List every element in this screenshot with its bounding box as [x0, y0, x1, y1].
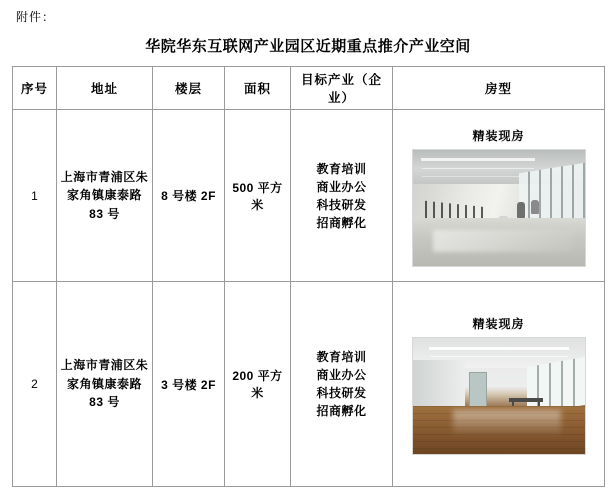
cell-index: 1 — [13, 110, 57, 282]
attachment-label: 附件： — [16, 10, 56, 24]
wood-floor-room-photo — [412, 337, 586, 455]
industry-line: 教育培训 — [316, 350, 367, 364]
door-detail — [469, 372, 487, 410]
cell-floor: 8 号楼 2F — [153, 110, 225, 282]
table-row — [13, 282, 605, 487]
column-header-room: 房型 — [393, 67, 605, 110]
industry-line: 科技研发 — [316, 386, 367, 400]
column-header-index: 序号 — [13, 67, 57, 110]
cell-floor: 3 号楼 2F — [153, 282, 225, 487]
industry-line: 商业办公 — [316, 368, 367, 382]
person-figure — [517, 202, 525, 218]
table-furniture-detail — [509, 398, 543, 402]
cell-index: 2 — [13, 282, 57, 487]
page-title: 华院华东互联网产业园区近期重点推介产业空间 — [145, 38, 471, 55]
column-header-industry: 目标产业（企业） — [291, 67, 393, 110]
cell-room — [393, 282, 605, 487]
person-figure — [531, 200, 539, 214]
column-header-address: 地址 — [57, 67, 153, 110]
column-header-area: 面积 — [225, 67, 291, 110]
industry-line: 商业办公 — [316, 179, 367, 194]
room-caption: 精装现房 — [472, 317, 525, 331]
cell-room — [393, 110, 605, 282]
industrial-space-table — [12, 66, 605, 487]
bright-corridor-photo — [412, 149, 586, 267]
industry-line: 科技研发 — [316, 197, 367, 212]
cell-industry — [291, 282, 393, 487]
column-header-floor: 楼层 — [153, 67, 225, 110]
wall-detail — [413, 360, 465, 410]
table-header-row — [13, 67, 605, 110]
floor-detail — [413, 406, 585, 454]
cell-industry — [291, 110, 393, 282]
industry-line: 招商孵化 — [316, 404, 367, 418]
industry-line: 招商孵化 — [316, 215, 367, 230]
cell-area: 200 平方米 — [225, 282, 291, 487]
room-caption: 精装现房 — [472, 128, 525, 143]
cell-address: 上海市青浦区朱家角镇康泰路 83 号 — [57, 110, 153, 282]
table-row — [13, 110, 605, 282]
floor-detail — [413, 218, 585, 266]
cell-address: 上海市青浦区朱家角镇康泰路 83 号 — [57, 282, 153, 487]
cell-area: 500 平方米 — [225, 110, 291, 282]
industry-line: 教育培训 — [316, 161, 367, 176]
